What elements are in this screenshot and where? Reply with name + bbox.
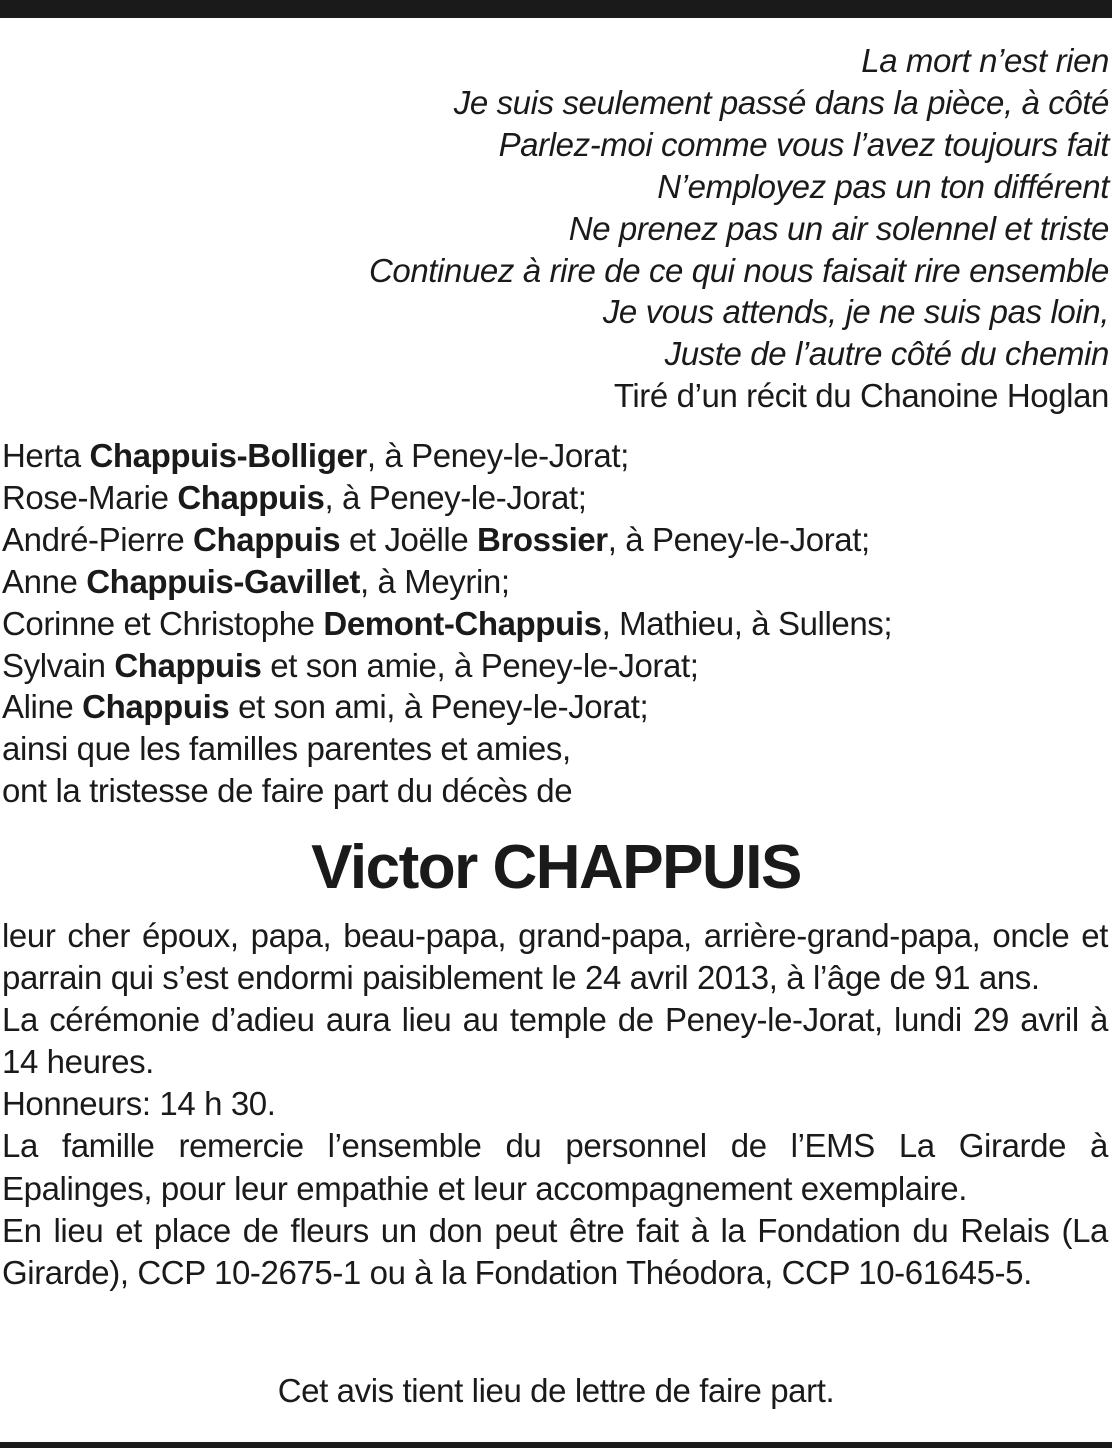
- poem-line: Continuez à rire de ce qui nous faisait rire ensemble: [368, 251, 1109, 289]
- body-paragraph: La famille remercie l’ensemble du personnel de l’EMS La Girarde à Epalinges, pour leur empathie et leur accompagnement exemplaire.: [2, 1127, 1108, 1207]
- body-paragraph: En lieu et place de fleurs un don peut être fait à la Fondation du Relais (La Girarde), CCP 10-2675-1 ou à la Fondation Théodora, CCP 10-61645-5.: [2, 1211, 1108, 1291]
- poem: [109, 40, 1109, 417]
- family-line: [2, 435, 1108, 477]
- location: et son ami, à Peney-le-Jorat;: [229, 688, 649, 726]
- poem-source: Tiré d’un récit du Chanoine Hoglan: [613, 377, 1109, 415]
- given-name: Rose-Marie: [2, 478, 178, 516]
- given-name: Aline: [2, 688, 83, 726]
- bottom-border: [0, 1442, 1112, 1448]
- given-name: Herta: [2, 437, 90, 474]
- surname: Chappuis-Gavillet: [86, 562, 360, 600]
- family-line: [2, 686, 1108, 728]
- poem-line: La mort n’est rien: [861, 42, 1109, 79]
- poem-line: Juste de l’autre côté du chemin: [664, 335, 1109, 373]
- poem-line: Je suis seulement passé dans la pièce, à côté: [453, 83, 1109, 121]
- surname: Chappuis: [193, 520, 341, 558]
- body-paragraph: leur cher époux, papa, beau-papa, grand-papa, arrière-grand-papa, oncle et parrain qui s’est endormi paisiblement le 24 avril 2013, à l’âge de 91 ans.: [2, 917, 1108, 997]
- surname: Chappuis: [82, 688, 230, 726]
- family-line: [2, 603, 1108, 645]
- footer-note: Cet avis tient lieu de lettre de faire part.: [277, 1372, 835, 1409]
- location: , à Peney-le-Jorat;: [366, 437, 629, 474]
- notice-body: [2, 915, 1108, 1294]
- poem-line: Ne prenez pas un air solennel et triste: [568, 209, 1109, 247]
- closing-line: ainsi que les familles parentes et amies,: [2, 730, 571, 768]
- surname: Demont-Chappuis: [323, 604, 602, 642]
- family-line: [2, 519, 1108, 561]
- top-border: [0, 0, 1112, 18]
- given-name: Sylvain: [2, 646, 115, 684]
- surname: Chappuis: [114, 646, 262, 684]
- surname: Chappuis-Bolliger: [89, 437, 367, 474]
- family-line: [2, 561, 1108, 603]
- location: , à Meyrin;: [360, 562, 510, 600]
- poem-line: Parlez-moi comme vous l’avez toujours fait: [498, 125, 1109, 163]
- body-paragraph: La cérémonie d’adieu aura lieu au temple de Peney-le-Jorat, lundi 29 avril à 14 heures.: [2, 1001, 1108, 1081]
- location: , Mathieu, à Sullens;: [601, 604, 893, 642]
- deceased-name: Victor CHAPPUIS: [311, 833, 801, 902]
- family-line: [2, 645, 1108, 687]
- given-name: et Joëlle: [340, 520, 478, 558]
- closing-line: ont la tristesse de faire part du décès de: [2, 772, 573, 810]
- given-name: André-Pierre: [2, 520, 194, 558]
- poem-line: Je vous attends, je ne suis pas loin,: [602, 293, 1109, 331]
- body-paragraph: Honneurs: 14 h 30.: [2, 1085, 276, 1123]
- location: , à Peney-le-Jorat;: [607, 520, 870, 558]
- location: , à Peney-le-Jorat;: [324, 478, 587, 516]
- family-list: [2, 435, 1108, 812]
- location: et son amie, à Peney-le-Jorat;: [261, 646, 699, 684]
- surname: Brossier: [477, 520, 608, 558]
- given-name: Anne: [2, 562, 87, 600]
- family-line: [2, 477, 1108, 519]
- given-name: Corinne et Christophe: [2, 604, 324, 642]
- poem-line: N’employez pas un ton différent: [657, 167, 1109, 205]
- surname: Chappuis: [177, 478, 325, 516]
